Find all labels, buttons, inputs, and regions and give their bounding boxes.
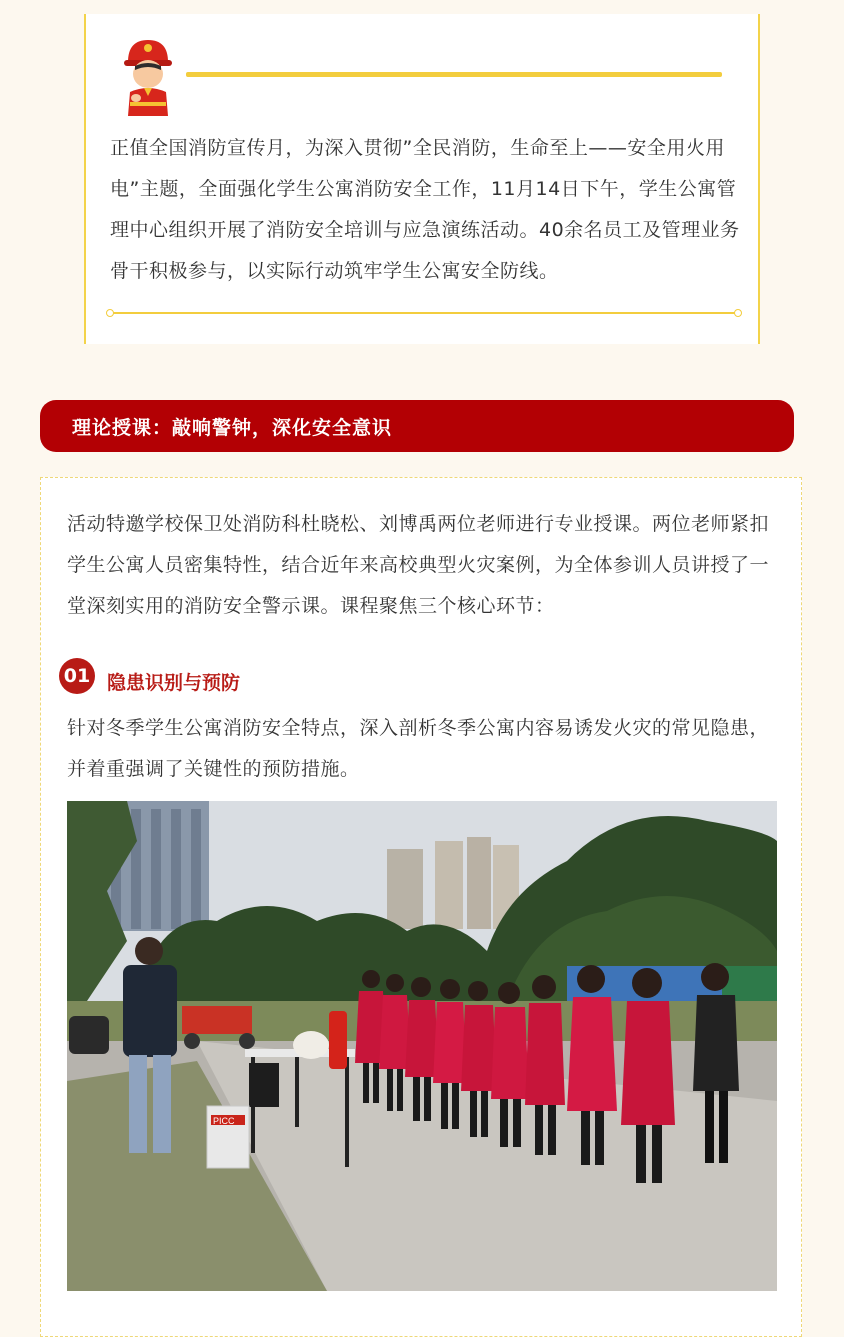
numbered-heading (59, 656, 240, 695)
section-banner (40, 400, 794, 452)
intro-card (84, 14, 760, 344)
intro-paragraph: 正值全国消防宣传月，为深入贯彻”全民消防，生命至上——安全用火用电”主题，全面强化学生公寓消防安全工作，11月14日下午，学生公寓管理中心组织开展了消防安全培训与应急演练活动。40余名员工及管理业务骨干积极参与，以实际行动筑牢学生公寓安全防线。 (110, 137, 740, 282)
item-heading: 隐患识别与预防 (107, 672, 241, 694)
section-title: 理论授课：敲响警钟，深化安全意识 (72, 416, 393, 439)
training-photo (67, 801, 777, 1291)
item-paragraph: 针对冬季学生公寓消防安全特点，深入剖析冬季公寓内容易诱发火灾的常见隐患，并着重强调了关键性的预防措施。 (67, 717, 770, 780)
box-label: PICC (213, 1116, 235, 1126)
top-divider (186, 72, 722, 77)
content-panel (40, 477, 802, 1337)
number-badge: 01 (59, 658, 95, 694)
intro-lecture-paragraph: 活动特邀学校保卫处消防科杜晓松、刘博禹两位老师进行专业授课。两位老师紧扣学生公寓人员密集特性，结合近年来高校典型火灾案例，为全体参训人员讲授了一堂深刻实用的消防安全警示课。课程聚焦三个核心环节： (67, 513, 770, 617)
firefighter-icon (122, 36, 174, 116)
bottom-divider (112, 312, 736, 314)
